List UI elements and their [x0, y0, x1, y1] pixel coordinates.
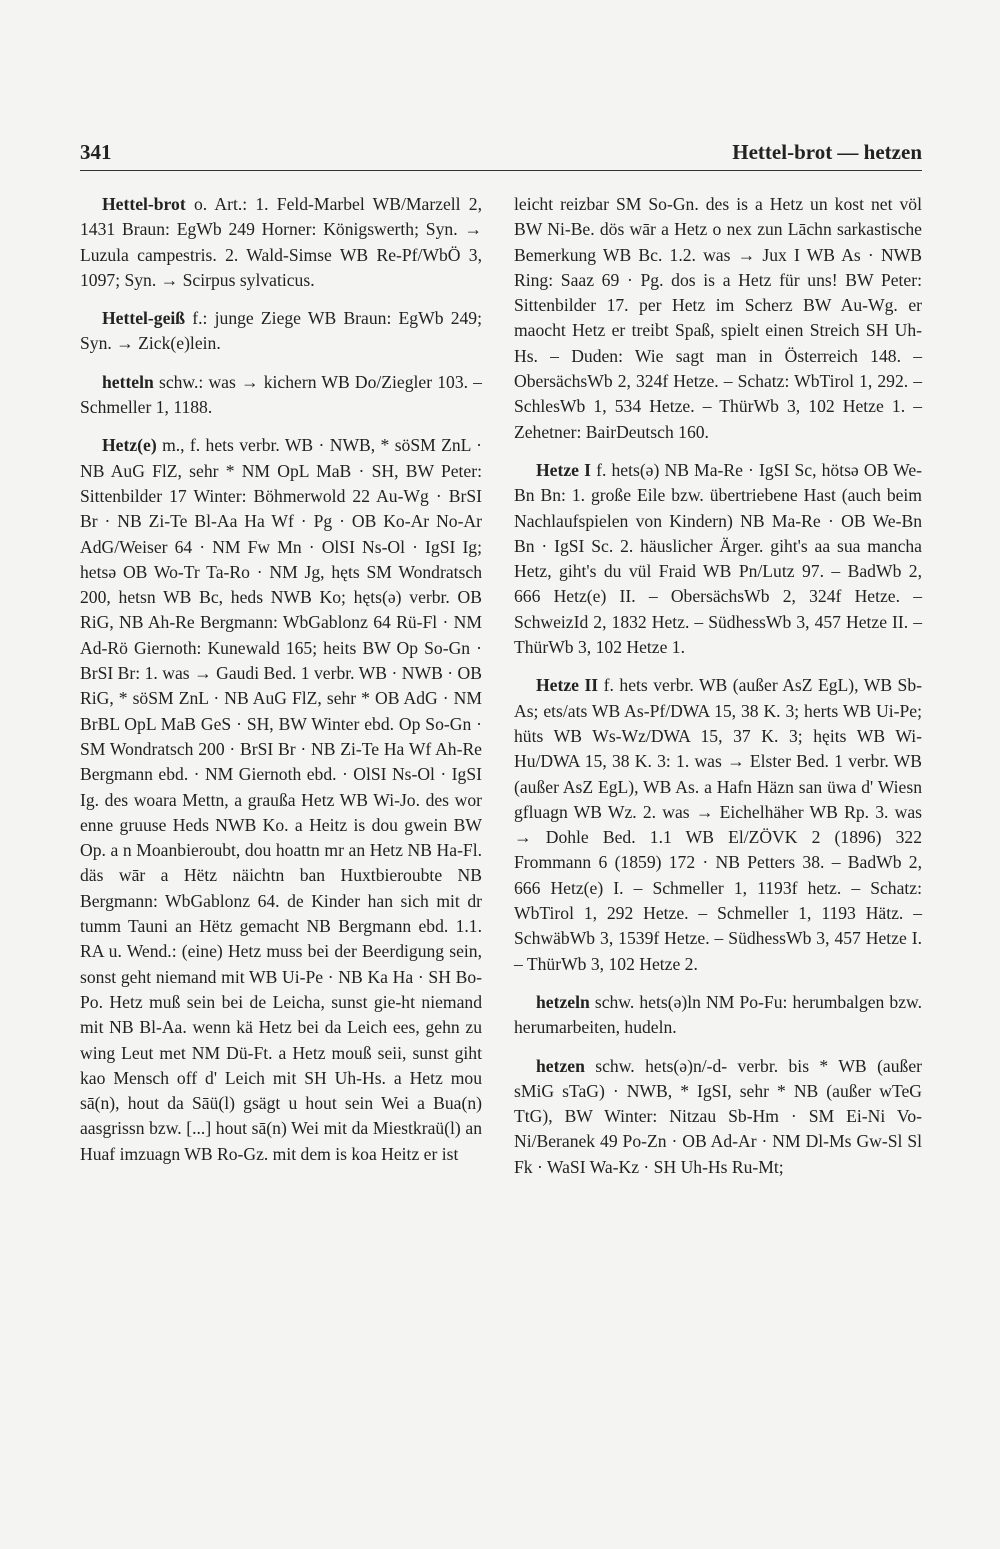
page-number: 341 — [80, 140, 112, 164]
entry-hetteln — [80, 370, 482, 421]
entry-text: o. Art.: 1. Feld-Marbel WB/Marzell 2, 1431 Braun: EgWb 249 Horner: Königswerth; Syn. → Luzula campestris. 2. Wald-Simse WB Re-Pf/WbÖ 3, 1097; Syn. → Scirpus sylvaticus. — [80, 194, 482, 290]
entry-hettel-brot — [80, 192, 482, 293]
left-column — [80, 192, 482, 1180]
headword: Hetze I — [536, 459, 591, 480]
headword: Hetz(e) — [102, 435, 157, 456]
entry-text: schw.: was → kichern WB Do/Ziegler 103. – Schmeller 1, 1188. — [80, 371, 482, 418]
entry-hetze — [80, 433, 482, 1167]
entry-hetze-continued — [514, 192, 922, 445]
entry-text: f. hets(ə) NB Ma-Re · IgSI Sc, hötsə OB We-Bn Bn: 1. große Eile bzw. übertriebene Hast (auch beim Nachlaufspielen von Kindern) NB Ma-Re · OB We-Bn Bn · IgSI Sc. 2. häuslicher Ärger. giht's aa sua mancha Hetz, giht's du vül Fraid WB Pn/Lutz 97. – BadWb 2, 666 Hetz(e) II. – ObersächsWb 2, 324f Hetze. – SchweizId 2, 1832 Hetz. – SüdhessWb 3, 457 Hetze II. – ThürWb 3, 102 Hetze 1. — [514, 459, 922, 658]
headword: Hetze II — [536, 675, 599, 696]
entry-text: f. hets verbr. WB (außer AsZ EgL), WB Sb-As; ets/ats WB As-Pf/DWA 15, 38 K. 3; herts WB Ui-Pe; hüts WB Ws-Wz/DWA 15, 37 K. 3; hęits WB Wi-Hu/DWA 15, 38 K. 3: 1. was → Elster Bed. 1 verbr. WB (außer AsZ EgL), WB As. a Hafn Häzn san üwa d' Wiesn gfluagn WB Wz. 2. was → Eichelhäher WB Rp. 3. was → Dohle Bed. 1.1 WB El/ZÖVK 2 (1896) 322 Frommann 6 (1859) 172 · NB Petters 38. – BadWb 2, 666 Hetz(e) I. – Schmeller 1, 1193f hetz. – Schatz: WbTirol 1, 292 Hetze. – Schmeller 1, 1193 Hätz. – SchwäbWb 3, 1539f Hetze. – SüdhessWb 3, 457 Hetze I. – ThürWb 3, 102 Hetze 2. — [514, 675, 922, 974]
entry-hetzeln — [514, 990, 922, 1041]
entry-hetzen — [514, 1054, 922, 1180]
headword: Hettel-brot — [102, 194, 186, 214]
entry-text: leicht reizbar SM So-Gn. des is a Hetz un kost net völ BW Ni-Be. dös wār a Hetz o nex zun Lāchn sarkastische Bemerkung WB Bc. 1.2. was → Jux I WB As · NWB Ring: Saaz 69 · Pg. dos is a Hetz für uns! BW Peter: Sittenbilder 17. per Hetz im Scherz BW Au-Wg. er maocht Hetz er treibt Spaß, spielt einen Streich SH Uh-Hs. – Duden: Wie sagt man in Österreich 148. – ObersächsWb 2, 324f Hetze. – Schatz: WbTirol 1, 292. – SchlesWb 1, 534 Hetze. – ThürWb 3, 102 Hetze 1. – Zehetner: BairDeutsch 160. — [514, 194, 922, 442]
entry-hetze-ii — [514, 673, 922, 977]
running-head: Hettel-brot — hetzen — [732, 140, 922, 164]
headword: hetzen — [536, 1055, 585, 1076]
entry-hetze-i — [514, 458, 922, 660]
entry-hettel-geiss — [80, 306, 482, 357]
headword: hetteln — [102, 371, 154, 392]
headword: Hettel-geiß — [102, 308, 186, 329]
right-column — [514, 192, 922, 1193]
entry-text: f.: junge Ziege WB Braun: EgWb 249; Syn. → Zick(e)lein. — [80, 308, 482, 354]
headword: hetzeln — [536, 991, 590, 1012]
page-header — [80, 136, 922, 171]
entry-text: schw. hets(ə)ln NM Po-Fu: herumbalgen bzw. herumarbeiten, hudeln. — [514, 991, 922, 1038]
entry-text: m., f. hets verbr. WB · NWB, * söSM ZnL · NB AuG FlZ, sehr * NM OpL MaB · SH, BW Peter: Sittenbilder 17 Winter: Böhmerwold 22 Au-Wg · BrSI Br · NB Zi-Te Bl-Aa Ha Wf · Pg · OB Ko-Ar No-Ar AdG/Weiser 64 · NM Fw Mn · OlSI Ns-Ol · IgSI Ig; hetsə OB Wo-Tr Ta-Ro · NM Jg, hęts SM Wondratsch 200, hetsn WB Bc, heds NWB Ko; hęts(ə) verbr. OB RiG, NB Ah-Re Bergmann: WbGablonz 64 Rü-Fl · NM Ad-Rö Giernoth: Kunewald 165; heits BW Op So-Gn · BrSI Br: 1. was → Gaudi Bed. 1 verbr. WB · NWB · OB RiG, * söSM ZnL · NB AuG FlZ, sehr * OB AdG · NM BrBL OpL MaB GeS · SH, BW Winter ebd. Op So-Gn · SM Wondratsch 200 · BrSI Br · NB Zi-Te Ha Wf Ah-Re Bergmann ebd. · NM Giernoth ebd. · OlSI Ns-Ol · IgSI Ig. des woara Mettn, a graußa Hetz WB Wi-Jo. des wor enne gruuse Heds NWB Ko. a Heitz is dou gwein BW Op. a n Moanbieroubt, dou hoattn mr an Hetz NB Ha-Fl. däs wār a Hëtz näichtn ban Huxtbieroubte NB Bergmann: WbGablonz 64. de Kinder han sich mit dr tumm Tauni an Hëtz gemacht NB Bergmann ebd. 1.1. RA u. Wend.: (eine) Hetz muss bei der Beerdigung sein, sonst geht niemand mit WB Ui-Pe · NB Ka Ha · SH Bo-Po. Hetz muß sein bei de Leicha, sunst gie-ht niemand mit NB Bl-Aa. wenn kä Hetz bei da Leich ees, gehn zu wing Leut met NM Dü-Ft. a Hetz mouß seii, sunst giht kao Mensch off d' Leich mit SH Uh-Hs. a Hetz mou sā(n), hout da Sāü(l) gsägt u hout sein Wei a Bua(n) aasgrissn bzw. [...] hout sā(n) Wei mit da Miestkraü(l) an Huaf imzuagn WB Ro-Gz. mit dem is koa Heitz er ist — [80, 435, 482, 1164]
entry-text: schw. hets(ə)n/-d- verbr. bis * WB (außer sMiG sTaG) · NWB, * IgSI, sehr * NB (außer wTeG TtG), BW Winter: Nitzau Sb-Hm · SM Ei-Ni Vo-Ni/Beranek 49 Po-Zn · OB Ad-Ar · NM Dl-Ms Gw-Sl Sl Fk · WaSI Wa-Kz · SH Uh-Hs Ru-Mt; — [514, 1055, 922, 1177]
